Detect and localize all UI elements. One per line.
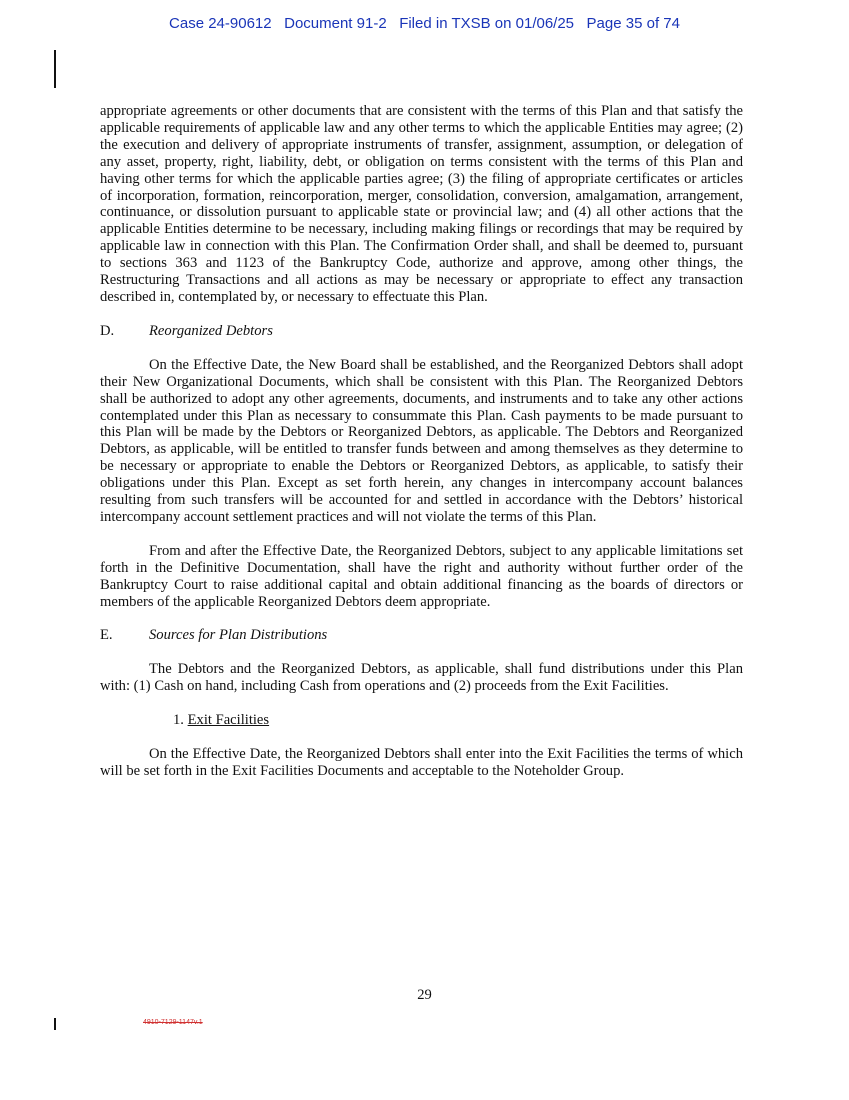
section-d-paragraph-2: From and after the Effective Date, the Reorganized Debtors, subject to any applicable limitations set forth in the Definitive Documentation, shall have the right and authority without further order of the Bankruptcy Court to raise additional capital and obtain additional financing as the boards of directors or members of the applicable Reorganized Debtors deem appropriate. [100, 542, 743, 610]
section-d-letter: D. [100, 322, 115, 339]
section-d-heading [100, 323, 743, 340]
revision-bar-bottom [54, 1018, 56, 1030]
exit-facilities-label: Exit Facilities [187, 712, 270, 729]
section-d-paragraph-1: On the Effective Date, the New Board shall be established, and the Reorganized Debtors shall adopt their New Organizational Documents, which shall be consistent with this Plan. The Reorganized Debtors shall be authorized to adopt any other agreements, documents, and instruments and to take any other actions contemplated under this Plan as necessary to consummate this Plan. Cash payments to be made pursuant to this Plan will be made by the Debtors or Reorganized Debtors, as applicable. The Debtors and Reorganized Debtors, as applicable, will be entitled to transfer funds between and among themselves as they determine to be necessary or appropriate to enable the Debtors or Reorganized Debtors, as applicable, to satisfy their obligations under this Plan. Except as set forth herein, any changes in intercompany account balances resulting from such transfers will be accounted for and settled in accordance with the Debtors’ historical intercompany account settlement practices and will not violate the terms of this Plan. [100, 356, 743, 525]
section-e-heading [100, 627, 743, 644]
revision-bar-top [54, 50, 56, 88]
document-number: Document 91-2 [284, 15, 387, 32]
exit-facilities-number: 1. [173, 712, 184, 729]
exit-facilities-heading [100, 712, 743, 729]
filing-header [0, 15, 849, 32]
exit-facilities-paragraph: On the Effective Date, the Reorganized Debtors shall enter into the Exit Facilities the terms of which will be set forth in the Exit Facilities Documents and acceptable to the Noteholder Group. [100, 746, 743, 779]
section-e-paragraph-1: The Debtors and the Reorganized Debtors, as applicable, shall fund distributions under this Plan with: (1) Cash on hand, including Cash from operations and (2) proceeds from the Exit Facilities. [100, 661, 743, 695]
case-number: Case 24-90612 [169, 15, 272, 32]
intro-paragraph: appropriate agreements or other documents that are consistent with the terms of this Plan and that satisfy the applicable requirements of applicable law and any other terms to which the applicable Entities may agree; (2) the execution and delivery of appropriate instruments of transfer, assignment, assumption, or delegation of any asset, property, right, liability, debt, or obligation on terms consistent with the terms of this Plan and having other terms for which the applicable parties agree; (3) the filing of appropriate certificates or articles of incorporation, formation, reincorporation, merger, consolidation, conversion, amalgamation, arrangement, continuance, or dissolution pursuant to applicable state or provincial law; and (4) all other actions that the applicable Entities determine to be necessary, including making filings or recordings that may be required by applicable law in connection with this Plan. The Confirmation Order shall, and shall be deemed to, pursuant to sections 363 and 1123 of the Bankruptcy Code, authorize and approve, among other things, the Restructuring Transactions and all actions as may be necessary or appropriate to effect any transaction described in, contemplated by, or necessary to effectuate this Plan. [100, 103, 743, 305]
section-e-letter: E. [100, 627, 113, 644]
document-body [100, 103, 743, 780]
section-d-title: Reorganized Debtors [149, 322, 273, 339]
page-number: 29 [417, 987, 432, 1003]
page-info: Page 35 of 74 [586, 15, 680, 32]
section-e-title: Sources for Plan Distributions [149, 627, 328, 644]
document-id: 4910-7129-1147v.1 [143, 1019, 203, 1026]
filed-info: Filed in TXSB on 01/06/25 [399, 15, 575, 32]
